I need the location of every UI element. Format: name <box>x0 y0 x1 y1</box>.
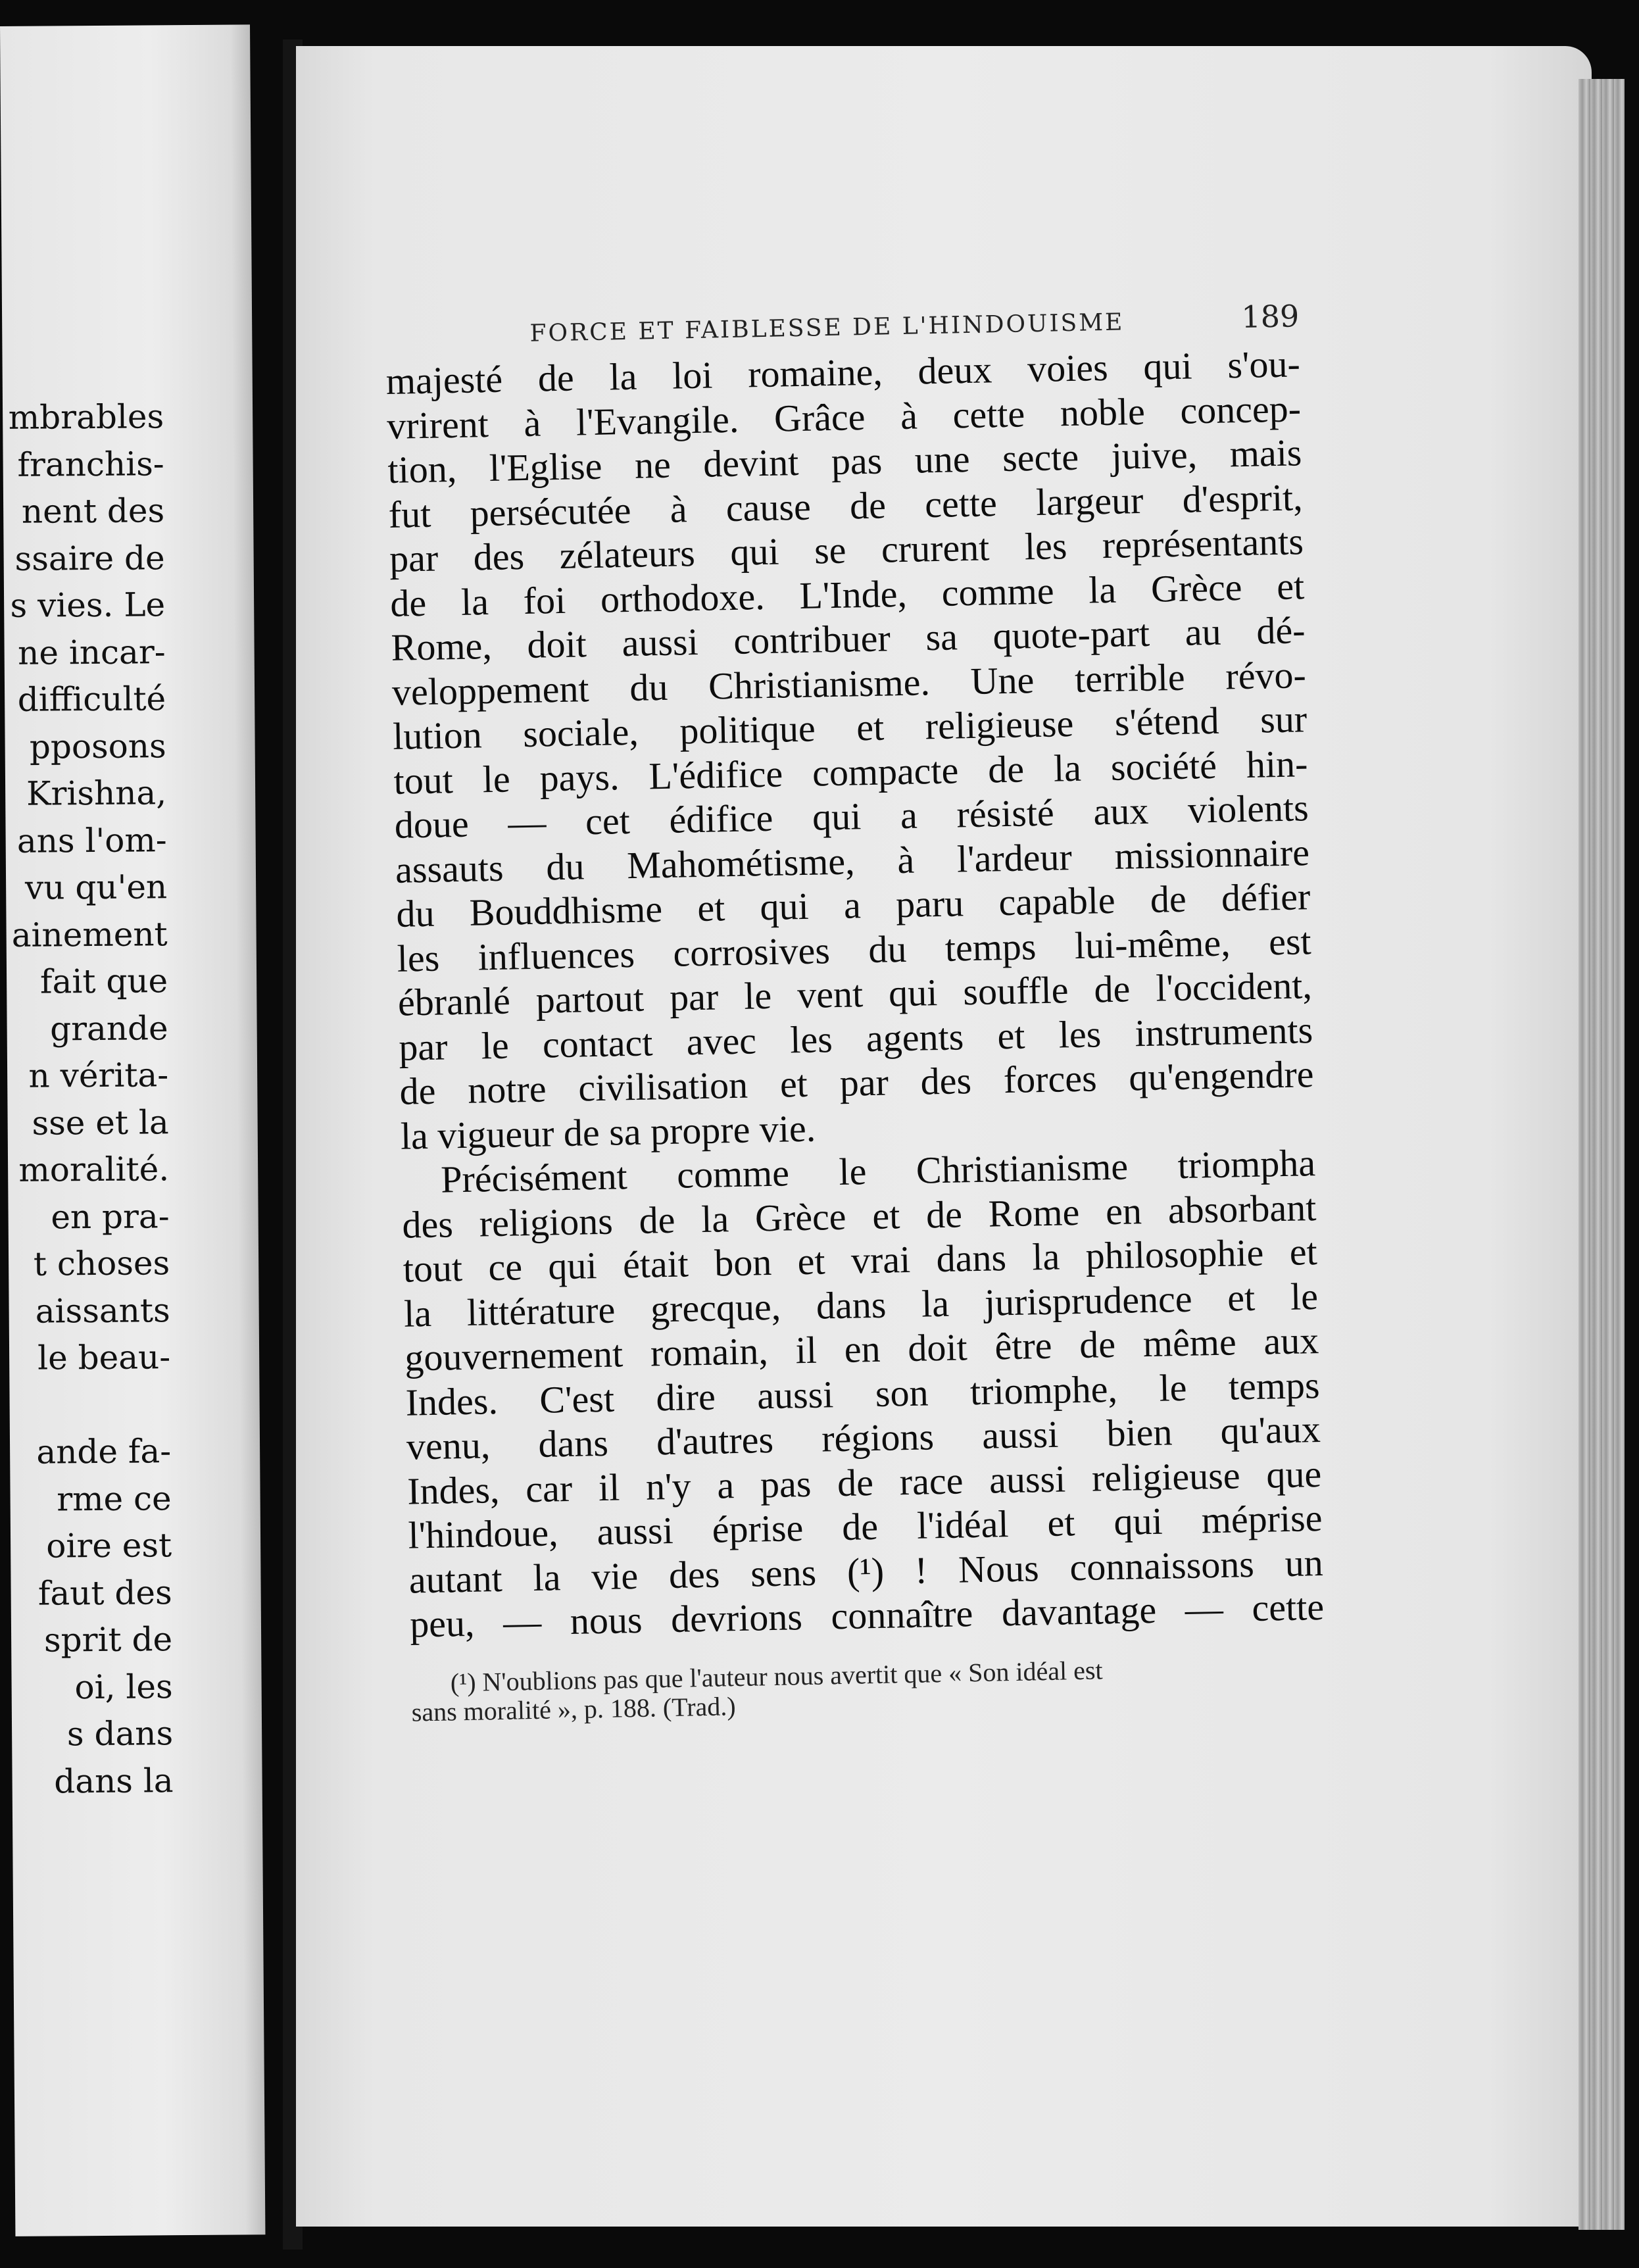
body-line: gouvernement romain, il en doit être de même aux <box>404 1319 1319 1379</box>
left-page <box>0 24 265 2236</box>
left-line: s dans <box>66 1714 174 1754</box>
left-line: sprit de <box>43 1620 173 1660</box>
body-line: du Bouddhisme et qui a paru capable de défier <box>395 875 1311 935</box>
left-line: ande fa- <box>36 1432 172 1471</box>
left-line: mbrables <box>8 397 164 437</box>
left-line: nent des <box>21 491 165 531</box>
body-line: venu, dans d'autres régions aussi bien qu'aux <box>406 1408 1321 1468</box>
left-line: oi, les <box>74 1667 173 1706</box>
footnote-line: sans moralité », p. 188. (Trad.) <box>411 1690 737 1727</box>
body-line: l'hindoue, aussi éprise de l'idéal et qui méprise <box>407 1496 1323 1557</box>
body-line: vrirent à l'Evangile. Grâce à cette noble concep- <box>386 386 1302 447</box>
body-line: veloppement du Christianisme. Une terrible révo- <box>391 653 1307 714</box>
page-edges <box>1578 79 1625 2230</box>
body-line: autant la vie des sens (¹) ! Nous connaissons un <box>408 1541 1324 1602</box>
body-line: la littérature grecque, dans la jurisprudence et le <box>403 1274 1319 1335</box>
body-line: les influences corrosives du temps lui-même, est <box>397 919 1312 980</box>
body-line: peu, — nous devrions connaître davantage — cette <box>409 1585 1325 1646</box>
body-line: fut persécutée à cause de cette largeur d'esprit, <box>388 475 1304 536</box>
left-line: oire est <box>46 1526 172 1565</box>
page-number: 189 <box>1240 298 1300 335</box>
left-line: difficulté <box>17 679 166 719</box>
left-line: grande <box>49 1008 168 1048</box>
left-line: t choses <box>33 1244 170 1283</box>
body-line: ébranlé partout par le vent qui souffle de l'occident, <box>397 964 1313 1024</box>
left-line: vu qu'en <box>24 868 168 907</box>
running-head: FORCE ET FAIBLESSE DE L'HINDOUISME <box>529 308 1125 347</box>
left-line: s vies. Le <box>10 585 166 625</box>
body-line: tout ce qui était bon et vrai dans la philosophie et <box>403 1230 1318 1291</box>
left-line: rme ce <box>57 1479 172 1518</box>
left-line: ssaire de <box>14 538 165 578</box>
body-line: de la foi orthodoxe. L'Inde, comme la Grèce et <box>389 564 1305 625</box>
body-text <box>385 341 1324 1646</box>
footnote-line: (¹) N'oublions pas que l'auteur nous avertit que « Son idéal est <box>450 1654 1103 1697</box>
body-line: par le contact avec les agents et les instruments <box>398 1008 1313 1069</box>
left-line: en pra- <box>51 1196 170 1237</box>
body-line: des religions de la Grèce et de Rome en absorbant <box>401 1185 1317 1246</box>
left-line: aissants <box>35 1291 170 1331</box>
left-line: ainement <box>11 914 168 954</box>
right-page-content <box>385 298 1326 1727</box>
body-line: Indes, car il n'y a pas de race aussi religieuse que <box>406 1452 1322 1513</box>
left-line: pposons <box>29 726 166 766</box>
body-line: Rome, doit aussi contribuer sa quote-part au dé- <box>391 608 1306 669</box>
body-line: Précisément comme le Christianisme triompha <box>440 1141 1316 1201</box>
left-line: le beau- <box>37 1338 171 1377</box>
body-line: majesté de la loi romaine, deux voies qui s'ou- <box>385 342 1301 403</box>
left-page-text <box>8 393 174 1806</box>
left-line: ans l'om- <box>16 820 167 860</box>
body-line: tion, l'Eglise ne devint pas une secte juive, mais <box>387 431 1302 491</box>
body-line: par des zélateurs qui se crurent les représentants <box>389 520 1304 580</box>
left-line: franchis- <box>17 444 164 484</box>
left-line: dans la <box>54 1761 174 1800</box>
left-line: ne incar- <box>17 632 166 672</box>
left-line: Krishna, <box>26 774 167 813</box>
left-line: fait que <box>39 962 168 1001</box>
body-line: lution sociale, politique et religieuse s'étend sur <box>392 697 1308 758</box>
body-line: de notre civilisation et par des forces qu'engendre <box>399 1052 1315 1113</box>
body-line: Indes. C'est dire aussi son triomphe, le temps <box>405 1363 1321 1424</box>
left-line: n vérita- <box>28 1056 169 1095</box>
left-line: faut des <box>37 1573 172 1613</box>
left-line: moralité. <box>18 1150 170 1189</box>
left-line: sse et la <box>32 1102 169 1143</box>
body-line: tout le pays. L'édifice compacte de la société hin- <box>393 741 1308 802</box>
body-line: doue — cet édifice qui a résisté aux violents <box>394 786 1309 847</box>
paragraph-gap <box>15 1381 171 1429</box>
body-line: la vigueur de sa propre vie. <box>400 1106 816 1158</box>
body-line: assauts du Mahométisme, à l'ardeur missionnaire <box>395 830 1310 891</box>
